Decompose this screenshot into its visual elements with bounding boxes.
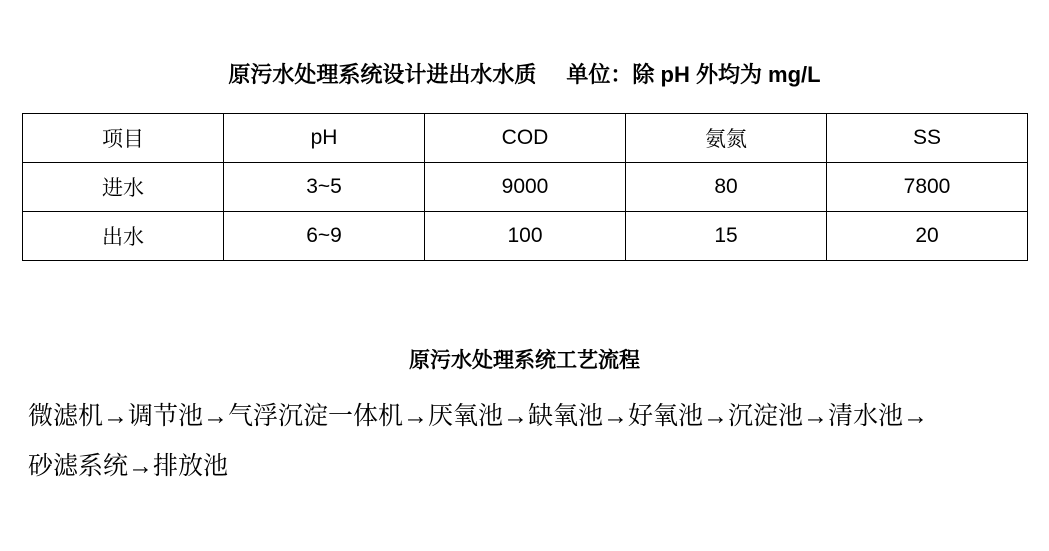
column-header-ammonia: 氨氮 [626, 114, 827, 163]
table-cell-outlet-ph: 6~9 [224, 212, 425, 261]
table-cell-outlet-ammonia: 15 [626, 212, 827, 261]
table-cell-inlet-cod: 9000 [425, 163, 626, 212]
column-header-ph: pH [224, 114, 425, 163]
table-title-unit: 单位：除 pH 外均为 mg/L [566, 62, 821, 87]
column-header-item: 项目 [23, 114, 224, 163]
process-title: 原污水处理系统工艺流程 [409, 349, 640, 372]
table-cell-inlet-ammonia: 80 [626, 163, 827, 212]
row-label-outlet: 出水 [23, 212, 224, 261]
table-cell-outlet-ss: 20 [827, 212, 1028, 261]
process-flow-line-2: 砂滤系统→排放池 [28, 453, 229, 480]
table-cell-inlet-ph: 3~5 [224, 163, 425, 212]
process-flow-line-1: 微滤机→调节池→气浮沉淀一体机→厌氧池→缺氧池→好氧池→沉淀池→清水池→ [28, 403, 929, 430]
table-row-inlet [23, 163, 1028, 212]
table-cell-inlet-ss: 7800 [827, 163, 1028, 212]
table-cell-outlet-cod: 100 [425, 212, 626, 261]
water-quality-table [22, 113, 1028, 261]
column-header-cod: COD [425, 114, 626, 163]
table-title-text: 原污水处理系统设计进出水水质 [228, 62, 537, 87]
table-row-outlet [23, 212, 1028, 261]
row-label-inlet: 进水 [23, 163, 224, 212]
process-flow [28, 392, 1028, 492]
table-title [0, 58, 1049, 89]
table-header-row [23, 114, 1028, 163]
column-header-ss: SS [827, 114, 1028, 163]
